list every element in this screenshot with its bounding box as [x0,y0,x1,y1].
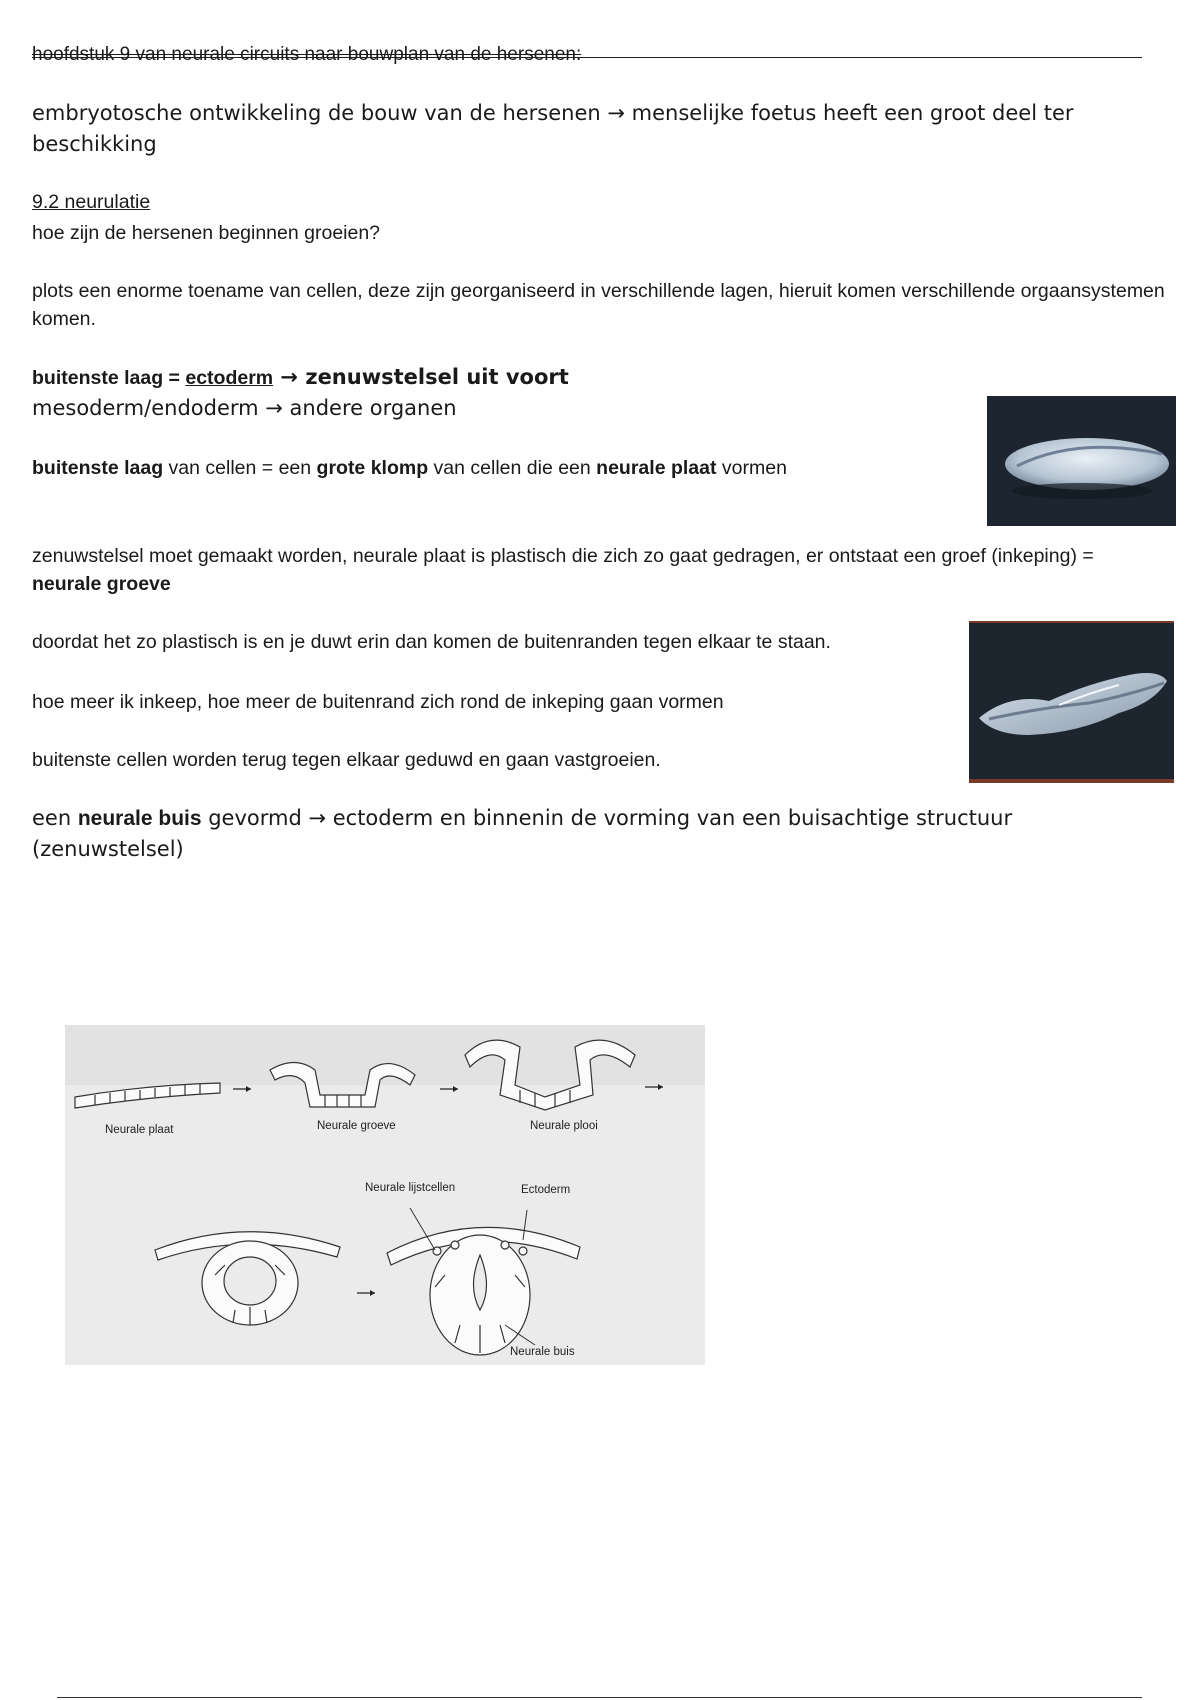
line-edges: doordat het zo plastisch is en je duwt erin dan komen de buitenranden tegen elkaar te staan. [32,631,831,653]
paragraph-cells: plots een enorme toename van cellen, deze zijn georganiseerd in verschillende lagen, hieruit komen verschillende orgaansystemen komen. [32,280,1165,330]
heading-rule [32,57,1142,58]
neural-groove-illustration [969,623,1174,783]
tube-paragraph [32,803,1142,865]
intro-paragraph: embryotosche ontwikkeling de bouw van de hersenen → menselijke foetus heeft een groot deel ter beschikking [32,101,1074,156]
line-indent: hoe meer ik inkeep, hoe meer de buitenrand zich rond de inkeping gaan vormen [32,691,724,713]
plate-b: van cellen = een [163,457,317,479]
footer-rule [57,1697,1142,1698]
groove-text: zenuwstelsel moet gemaakt worden, neurale plaat is plastisch die zich zo gaat gedragen, er ontstaat een groef (inkeping) = [32,545,1094,567]
neurulation-diagram-svg [65,1025,705,1365]
plate-a: buitenste laag [32,457,164,479]
neural-plate-paragraph [32,454,787,482]
plate-d: van cellen die een [428,457,597,479]
groove-term: neurale groeve [32,573,171,595]
label-neurale-lijstcellen: Neurale lijstcellen [365,1182,456,1194]
outer-layer-result: → zenuwstelsel uit voort [273,365,569,389]
outer-layer-label: buitenste laag = [32,367,186,389]
plate-c: grote klomp [316,457,429,479]
neural-plate-photo [987,396,1176,526]
ectoderm-term: ectoderm [185,367,274,389]
label-neurale-plooi: Neurale plooi [530,1120,598,1132]
neural-groove-photo [969,621,1174,783]
label-ectoderm: Ectoderm [521,1184,571,1196]
plate-f: vormen [716,457,787,479]
label-neurale-plaat: Neurale plaat [105,1124,174,1136]
tube-a: een [32,806,78,830]
plate-e: neurale plaat [596,457,717,479]
section-title: 9.2 neurulatie [32,191,151,213]
section-question: hoe zijn de hersenen beginnen groeien? [32,222,381,244]
groove-paragraph [32,542,1152,598]
line-fuse: buitenste cellen worden terug tegen elkaar geduwd en gaan vastgroeien. [32,749,661,771]
label-neurale-buis: Neurale buis [510,1346,575,1358]
chapter-heading: hoofdstuk 9 van neurale circuits naar bouwplan van de hersenen: [32,44,582,65]
neurulation-diagram [65,1025,705,1365]
layer-outer-line [32,362,569,393]
neural-plate-illustration [987,396,1176,526]
tube-term: neurale buis [77,807,202,830]
tube-c: gevormd → ectoderm en binnenin de vorming van een buisachtige structuur (zenuwstelsel) [32,806,1013,861]
label-neurale-groeve: Neurale groeve [317,1120,396,1132]
layer-inner-line: mesoderm/endoderm → andere organen [32,396,457,420]
